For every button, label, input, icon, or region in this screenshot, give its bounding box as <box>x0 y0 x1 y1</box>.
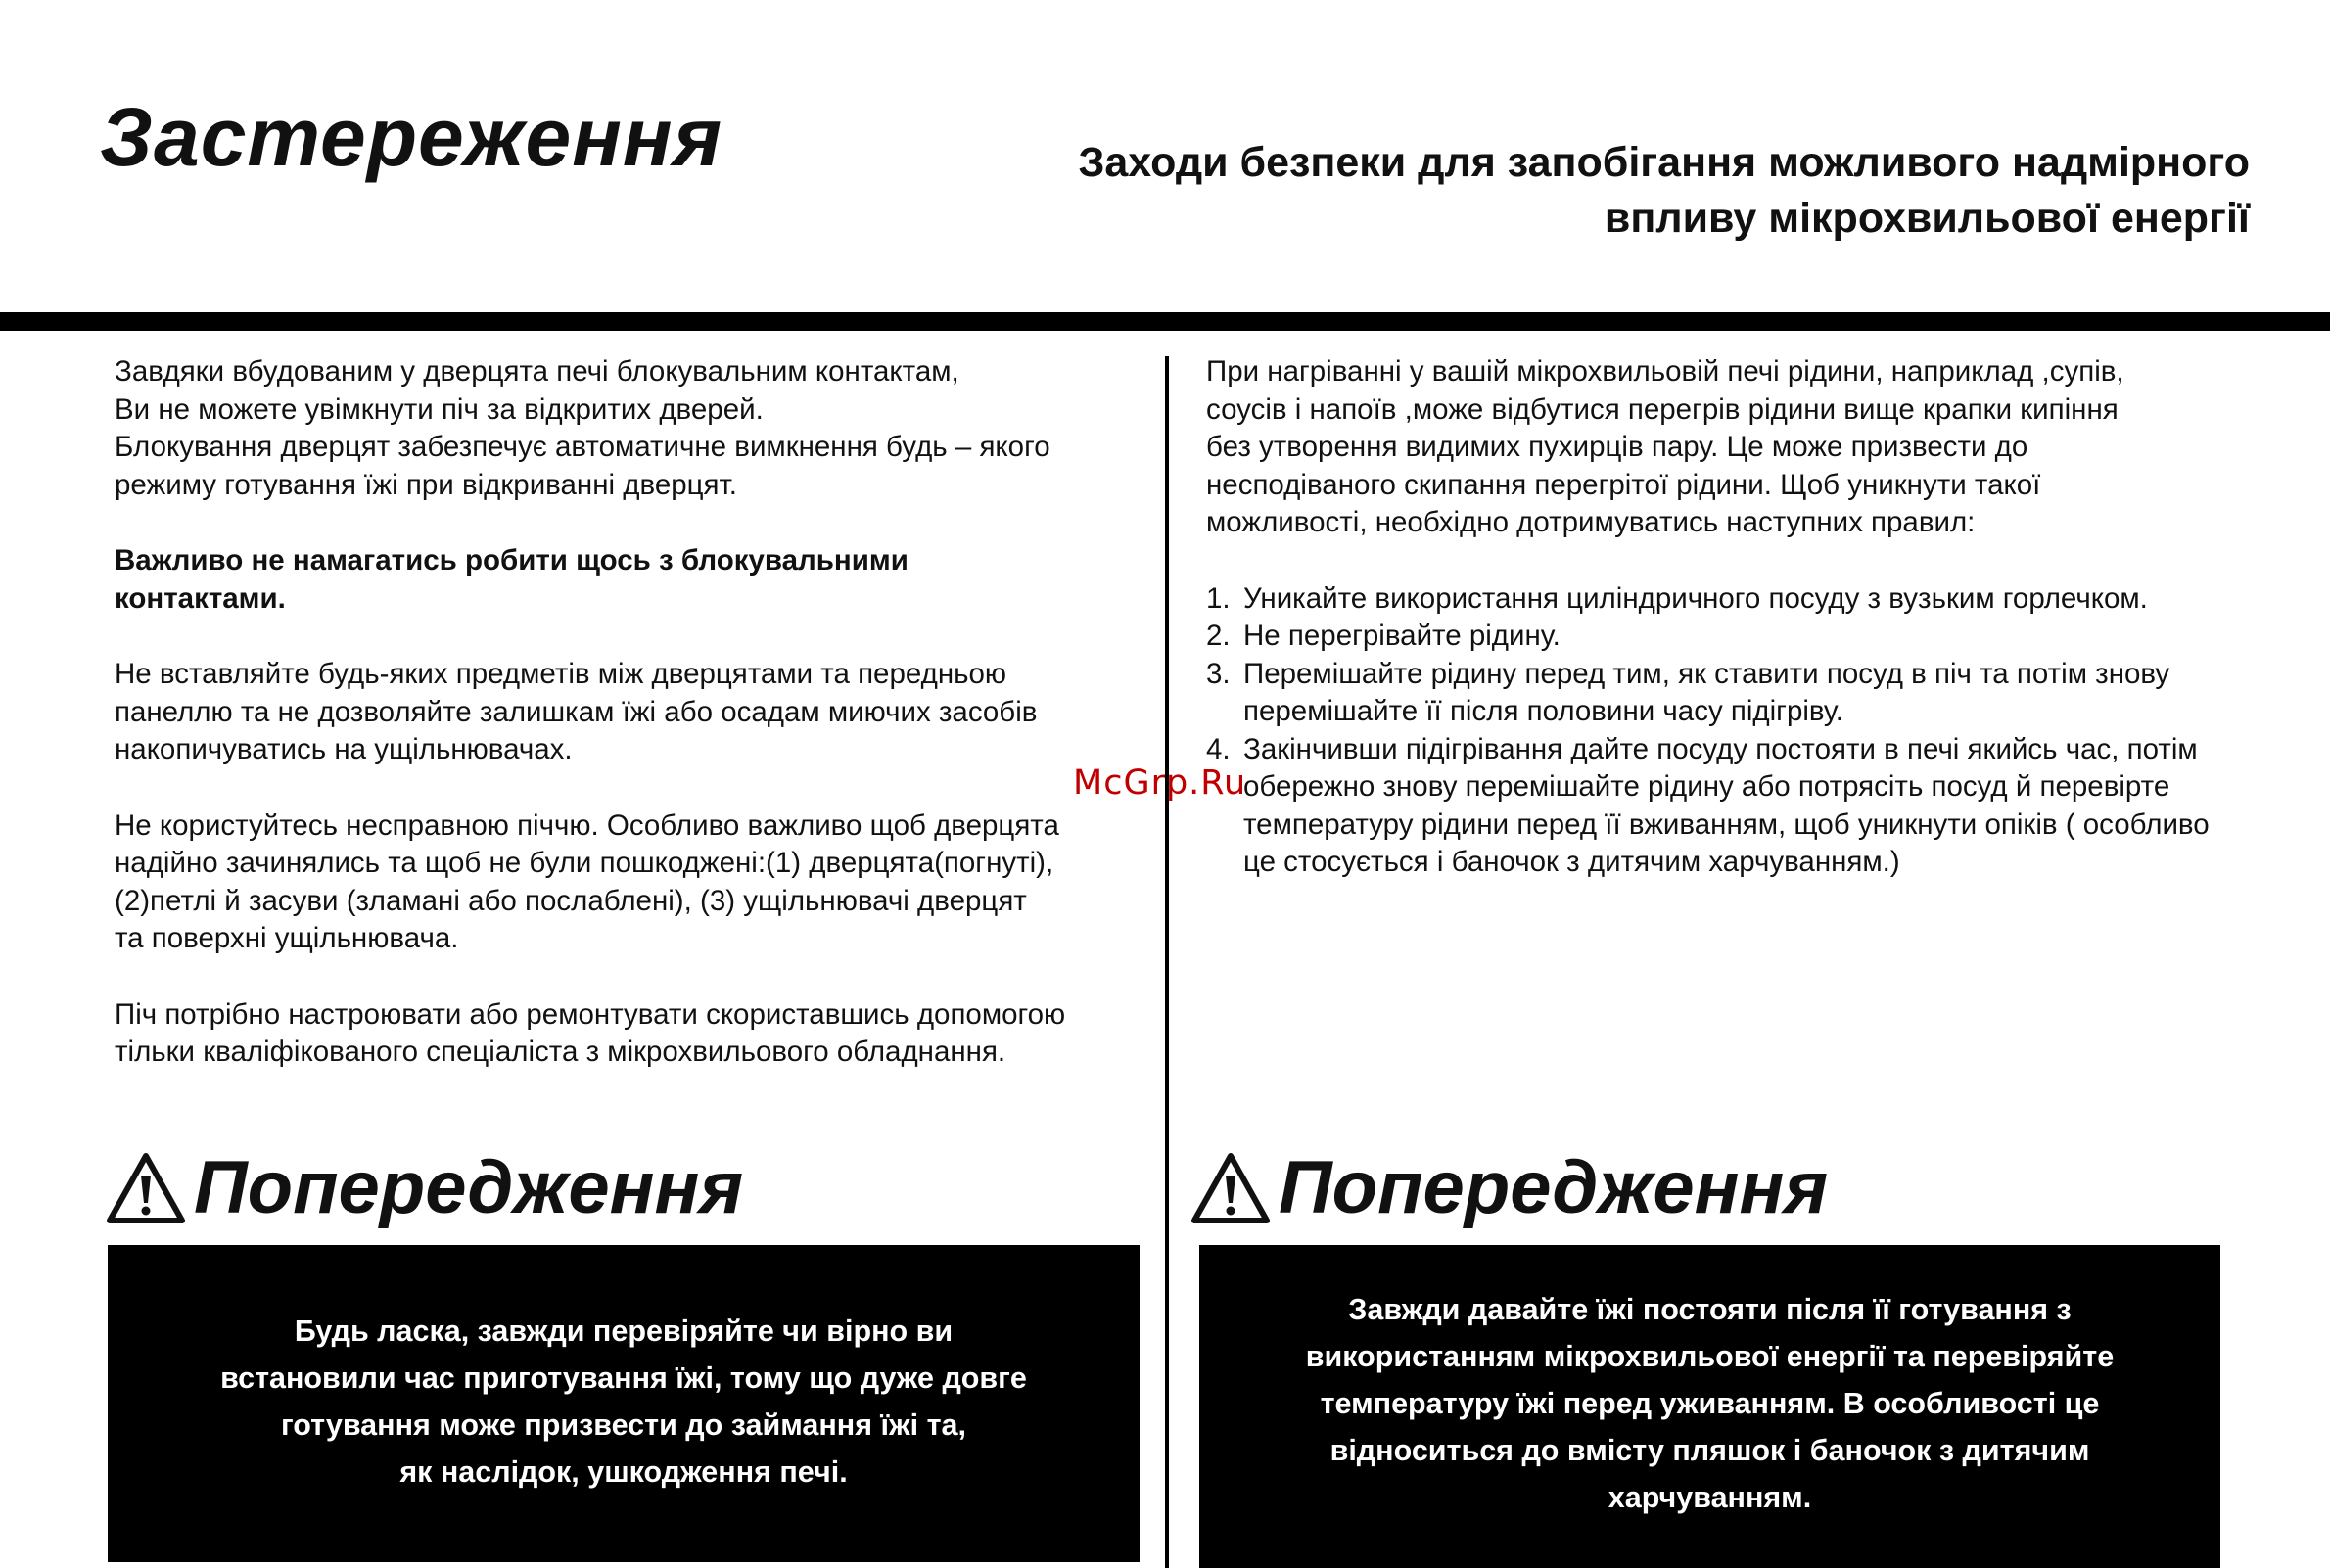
warning-heading-left <box>106 1145 743 1230</box>
interlock-paragraph <box>115 353 1152 504</box>
list-number: 1. <box>1206 581 1231 615</box>
warning-title: Попередження <box>1279 1146 1829 1229</box>
warning-heading-right <box>1190 1145 1828 1230</box>
warning-triangle-icon <box>1190 1152 1271 1224</box>
text-line: режиму готування їжі при відкриванні дверцят. <box>115 468 737 501</box>
text-line: температуру рідини перед її вживанням, щоб уникнути опіків ( особливо <box>1243 807 2210 841</box>
faulty-oven-paragraph <box>115 807 1152 958</box>
text-line: Завдяки вбудованим у дверцята печі блокувальним контактам, <box>115 355 959 388</box>
text-line: без утворення видимих пухирців пару. Це може призвести до <box>1206 431 2028 463</box>
service-paragraph <box>115 996 1152 1072</box>
warning-line: встановили час приготування їжі, тому що дуже довге <box>220 1361 1027 1395</box>
list-item <box>1206 656 2263 731</box>
header-rule <box>0 312 2330 331</box>
text-line: При нагріванні у вашій мікрохвильовій печі рідини, наприклад ,супів, <box>1206 355 2124 388</box>
list-number: 3. <box>1206 657 1231 690</box>
page-subtitle <box>781 135 2250 247</box>
warning-line: температуру їжі перед уживанням. В особливості це <box>1320 1387 2100 1420</box>
warning-box-left <box>108 1245 1140 1562</box>
subtitle-line: впливу мікрохвильової енергії <box>1604 195 2250 242</box>
text-line: Закінчивши підігрівання дайте посуду постояти в печі якийсь час, потім <box>1243 732 2198 765</box>
text-line: тільки кваліфікованого спеціаліста з мікрохвильового обладнання. <box>115 1036 1006 1068</box>
list-item <box>1206 731 2263 882</box>
text-line: соусів і напоїв ,може відбутися перегрів рідини вище крапки кипіння <box>1206 392 2119 426</box>
text-line: Уникайте використання циліндричного посуду з вузьким горлечком. <box>1243 581 2148 615</box>
list-item <box>1206 580 2263 619</box>
text-line: обережно знову перемішайте рідину або потрясіть посуд й перевірте <box>1243 770 2170 803</box>
subtitle-line: Заходи безпеки для запобігання можливого надмірного <box>1078 139 2250 186</box>
watermark: McGrp.Ru <box>1073 763 1247 803</box>
warning-line: як наслідок, ушкодження печі. <box>399 1455 848 1489</box>
text-line: Не перегрівайте рідину. <box>1243 620 1561 652</box>
text-line: Блокування дверцят забезпечує автоматичне вимкнення будь – якого <box>115 431 1050 463</box>
text-line: (2)петлі й засуви (зламані або послаблені), (3) ущільнювачі дверцят <box>115 884 1027 917</box>
column-divider <box>1165 356 1169 1568</box>
overheating-paragraph <box>1206 353 2263 542</box>
text-line: Не користуйтесь несправною піччю. Особливо важливо щоб дверцята <box>115 808 1059 842</box>
warning-triangle-icon <box>106 1152 186 1224</box>
text-line: Ви не можете увімкнути піч за відкритих дверей. <box>115 392 764 426</box>
text-line: перемішайте її після половини часу підігріву. <box>1243 695 1843 727</box>
text-line: панеллю та не дозволяйте залишкам їжі або осадам миючих засобів <box>115 695 1038 728</box>
objects-paragraph <box>115 656 1152 769</box>
text-line: надійно зачинялись та щоб не були пошкоджені:(1) дверцята(погнуті), <box>115 847 1054 879</box>
important-paragraph <box>115 542 1152 618</box>
text-line: Важливо не намагатись робити щось з блокувальними <box>115 544 909 576</box>
text-line: Перемішайте рідину перед тим, як ставити посуд в піч та потім знову <box>1243 657 2170 690</box>
text-line: можливості, необхідно дотримуватись наступних правил: <box>1206 506 1976 538</box>
warning-line: харчуванням. <box>1608 1481 1812 1514</box>
page-title: Застереження <box>100 91 723 183</box>
text-line: контактами. <box>115 581 286 615</box>
text-line: накопичуватись на ущільнювачах. <box>115 733 573 765</box>
warning-line: використанням мікрохвильової енергії та перевіряйте <box>1305 1340 2115 1373</box>
text-line: Не вставляйте будь-яких предметів між дверцятами та передньою <box>115 658 1007 690</box>
warning-line: відноситься до вмісту пляшок і баночок з дитячим <box>1329 1434 2090 1467</box>
text-line: несподіваного скипання перегрітої рідини. Щоб уникнути такої <box>1206 468 2041 501</box>
rules-list <box>1206 580 2263 882</box>
list-number: 4. <box>1206 732 1231 765</box>
warning-title: Попередження <box>194 1146 744 1229</box>
warning-line: Будь ласка, завжди перевіряйте чи вірно ви <box>294 1314 954 1348</box>
text-line: Піч потрібно настроювати або ремонтувати скориставшись допомогою <box>115 997 1066 1031</box>
warning-box-right <box>1199 1245 2220 1568</box>
warning-line: готування може призвести до займання їжі та, <box>281 1408 966 1442</box>
warning-line: Завжди давайте їжі постояти після її готування з <box>1348 1293 2072 1326</box>
text-line: та поверхні ущільнювача. <box>115 922 459 954</box>
text-line: це стосується і баночок з дитячим харчуванням.) <box>1243 846 1900 878</box>
list-number: 2. <box>1206 620 1231 652</box>
right-column <box>1206 353 2263 882</box>
list-item <box>1206 618 2263 656</box>
left-column <box>115 353 1152 1110</box>
